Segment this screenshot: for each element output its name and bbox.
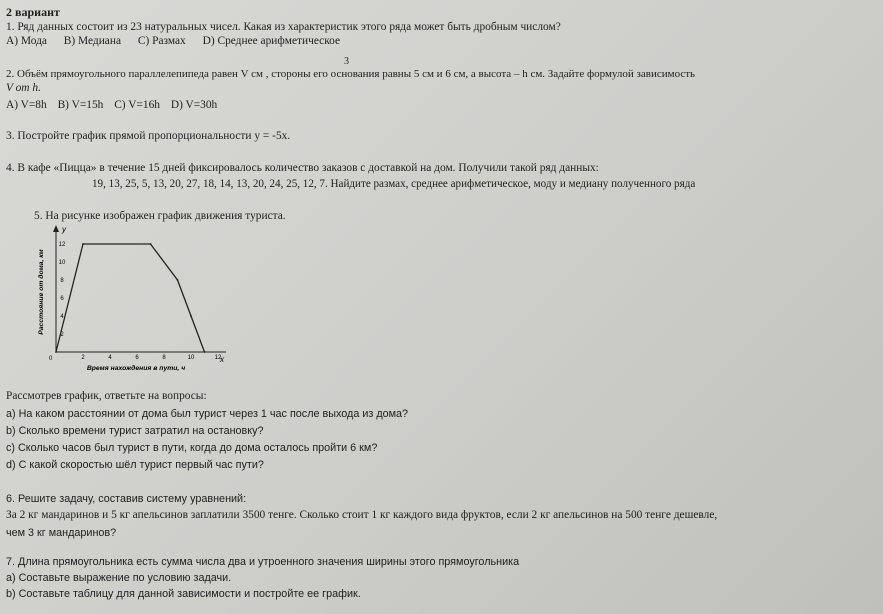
graph-point [204, 351, 206, 353]
x-tick-label: 4 [108, 355, 112, 361]
q1-option-d: D) Среднее арифметическое [202, 35, 341, 47]
q7-text: 7. Длина прямоугольника есть сумма числа два и утроенного значения ширины этого прямоугольника [6, 556, 520, 568]
y-tick-label: 12 [58, 242, 66, 248]
q6-text: 6. Решите задачу, составив систему уравнений: [6, 493, 247, 505]
x-tick-label: 12 [214, 355, 222, 361]
q5-item-b: b) Сколько времени турист затратил на остановку? [6, 425, 264, 437]
y-axis-name: y [62, 225, 66, 234]
q5-item-a: a) На каком расстоянии от дома был турист через 1 час после выхода из дома? [6, 408, 409, 420]
q2-option-a: A) V=8h [6, 99, 47, 111]
q6-text3: чем 3 кг мандаринов? [6, 527, 117, 539]
q1-option-b: B) Медиана [63, 35, 122, 47]
x-tick-label: 8 [162, 355, 166, 361]
q5-item-d: d) С какой скоростью шёл турист первый час пути? [6, 459, 264, 471]
y-tick-label: 10 [58, 260, 66, 266]
q1-text: 1. Ряд данных состоит из 23 натуральных чисел. Какая из характеристик этого ряда может быть дробным числом? [6, 21, 561, 33]
origin-label: 0 [49, 356, 53, 362]
q2-option-d: D) V=30h [170, 99, 218, 111]
q7-item-b: b) Составьте таблицу для данной зависимости и постройте ее график. [6, 588, 361, 600]
y-tick-label: 6 [60, 296, 64, 302]
y-tick-label: 2 [60, 332, 64, 338]
x-axis-label: Время нахождения в пути, ч [86, 365, 186, 372]
movement-line [56, 244, 205, 352]
q1-option-c: C) Размах [137, 35, 186, 47]
y-tick-label: 8 [60, 278, 64, 284]
x-tick-label: 2 [81, 355, 85, 361]
variant-title: 2 вариант [6, 5, 60, 19]
y-axis-label: Расстояние от дома, км [38, 249, 45, 335]
x-axis-name: x [220, 355, 224, 364]
y-axis-arrow-icon [53, 225, 59, 232]
q5-text: 5. На рисунке изображен график движения туриста. [34, 210, 286, 222]
q2-option-c: C) V=16h [114, 99, 160, 111]
q3-text: 3. Постройте график прямой пропорциональности y = -5x. [6, 130, 291, 142]
graph-point [55, 351, 57, 353]
q1-options [6, 35, 354, 48]
q5-prompt: Рассмотрев график, ответьте на вопросы: [6, 390, 207, 402]
graph-point [177, 279, 179, 281]
q2-option-b: B) V=15h [57, 99, 104, 111]
q5-item-c: c) Сколько часов был турист в пути, когда до дома осталось пройти 6 км? [6, 442, 378, 454]
q2-superscript: 3 [344, 56, 349, 67]
q2-options [6, 99, 225, 112]
graph-point [190, 315, 192, 317]
tourist-graph [36, 222, 236, 372]
q2-text: 2. Объём прямоугольного параллелепипеда равен V см , стороны его основания равны 5 см и 6 см, а высота – h см. Задайте формулой зависимость [6, 68, 696, 80]
y-tick-label: 4 [60, 314, 64, 320]
x-tick-label: 6 [135, 355, 139, 361]
q6-text2: За 2 кг мандаринов и 5 кг апельсинов заплатили 3500 тенге. Сколько стоит 1 кг каждого вида фруктов, если 2 кг апельсинов на 500 тенге дешевле, [6, 509, 718, 521]
x-tick-label: 10 [187, 355, 195, 361]
q1-option-a: A) Мода [6, 35, 47, 47]
q2-text2: V от h. [6, 82, 41, 94]
q4-text: 4. В кафе «Пицца» в течение 15 дней фиксировалось количество заказов с доставкой на дом. Получили такой ряд данных: [6, 162, 599, 174]
q7-item-a: a) Составьте выражение по условию задачи. [6, 572, 232, 584]
graph-point [82, 243, 84, 245]
q4-data: 19, 13, 25, 5, 13, 20, 27, 18, 14, 13, 20, 24, 25, 12, 7. Найдите размах, среднее арифметическое, моду и медиану полученного ряда [92, 178, 696, 190]
graph-point [150, 243, 152, 245]
